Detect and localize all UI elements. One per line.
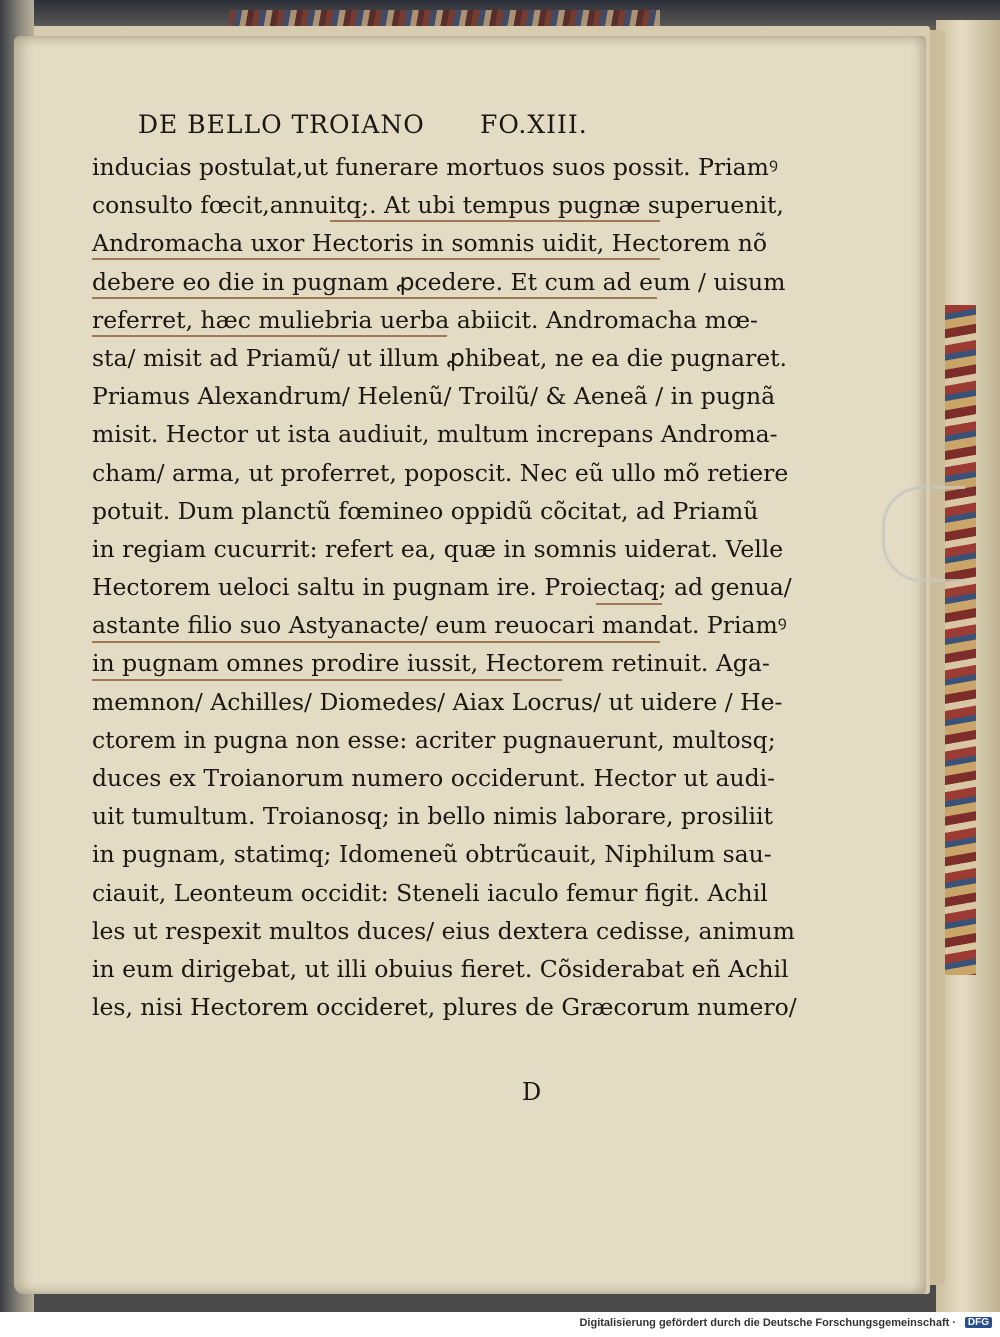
text-line: cham/ arma, ut proferret, poposcit. Nec eũ ullo mõ retiere (92, 458, 789, 487)
text-line: potuit. Dum planctũ fœmineo oppidũ cõcitat, ad Priamũ (92, 496, 759, 525)
text-line: in pugnam, statimq; Idomeneũ obtrũcauit, Niphilum sau- (92, 840, 772, 869)
text-line: Hectorem ueloci saltu in pugnam ire. Proiectaq; ad genua/ (92, 573, 792, 602)
handwritten-underline (92, 258, 660, 260)
text-line: astante filio suo Astyanacte/ eum reuocari mandat. Priamꝰ (92, 611, 787, 640)
text-line: les ut respexit multos duces/ eius dextera cedisse, animum (92, 916, 795, 945)
funding-credit: Digitalisierung gefördert durch die Deutsche Forschungsgemeinschaft · (579, 1317, 956, 1329)
running-title: DE BELLO TROIANO (138, 110, 425, 139)
dfg-logo: DFG (965, 1317, 992, 1328)
text-line: ciauit, Leonteum occidit: Steneli iaculo femur figit. Achil (92, 878, 768, 907)
footer-bar (0, 1312, 1000, 1337)
text-line: duces ex Troianorum numero occiderunt. Hector ut audi- (92, 764, 776, 792)
text-line: in pugnam omnes prodire iussit, Hectorem retinuit. Aga- (92, 649, 770, 678)
handwritten-underline (596, 603, 662, 605)
text-line: uit tumultum. Troianosq; in bello nimis laborare, prosiliit (92, 802, 773, 831)
marbled-edge-side (944, 305, 976, 975)
text-line: misit. Hector ut ista audiuit, multum increpans Androma- (92, 420, 778, 449)
text-line: sta/ misit ad Priamũ/ ut illum ꝓhibeat, ne ea die pugnaret. (92, 343, 788, 372)
text-line: in eum dirigebat, ut illi obuius fieret. Cõsiderabat eñ Achil (92, 954, 789, 983)
text-line: les, nisi Hectorem occideret, plures de Græcorum numero/ (92, 993, 797, 1022)
text-line: in regiam cucurrit: refert ea, quæ in somnis uiderat. Velle (92, 534, 784, 563)
signature-mark: D (522, 1078, 542, 1106)
text-line: referret, hæc muliebria uerba abiicit. Andromacha mœ- (92, 305, 758, 334)
page-clip (882, 486, 965, 582)
handwritten-underline (92, 335, 447, 337)
text-line: consulto fœcit,annuitq;. At ubi tempus pugnæ superuenit, (92, 191, 784, 220)
running-header (0, 110, 1000, 150)
text-line: inducias postulat,ut funerare mortuos suos possit. Priamꝰ (92, 153, 778, 181)
text-line: Priamus Alexandrum/ Helenũ/ Troilũ/ & Aeneã / in pugnã (92, 382, 776, 411)
handwritten-underline (92, 641, 660, 643)
handwritten-underline (92, 679, 562, 681)
text-line: debere eo die in pugnam ꝓcedere. Et cum ad eum / uisum (92, 267, 786, 296)
handwritten-underline (92, 297, 657, 299)
text-line: Andromacha uxor Hectoris in somnis uidit, Hectorem nõ (92, 229, 767, 258)
text-line: memnon/ Achilles/ Diomedes/ Aiax Locrus/ ut uidere / He- (92, 687, 783, 716)
handwritten-underline (330, 220, 660, 222)
body-text (92, 148, 797, 1026)
folio-number: FO.XIII. (480, 110, 588, 139)
text-line: ctorem in pugna non esse: acriter pugnauerunt, multosq; (92, 725, 776, 754)
